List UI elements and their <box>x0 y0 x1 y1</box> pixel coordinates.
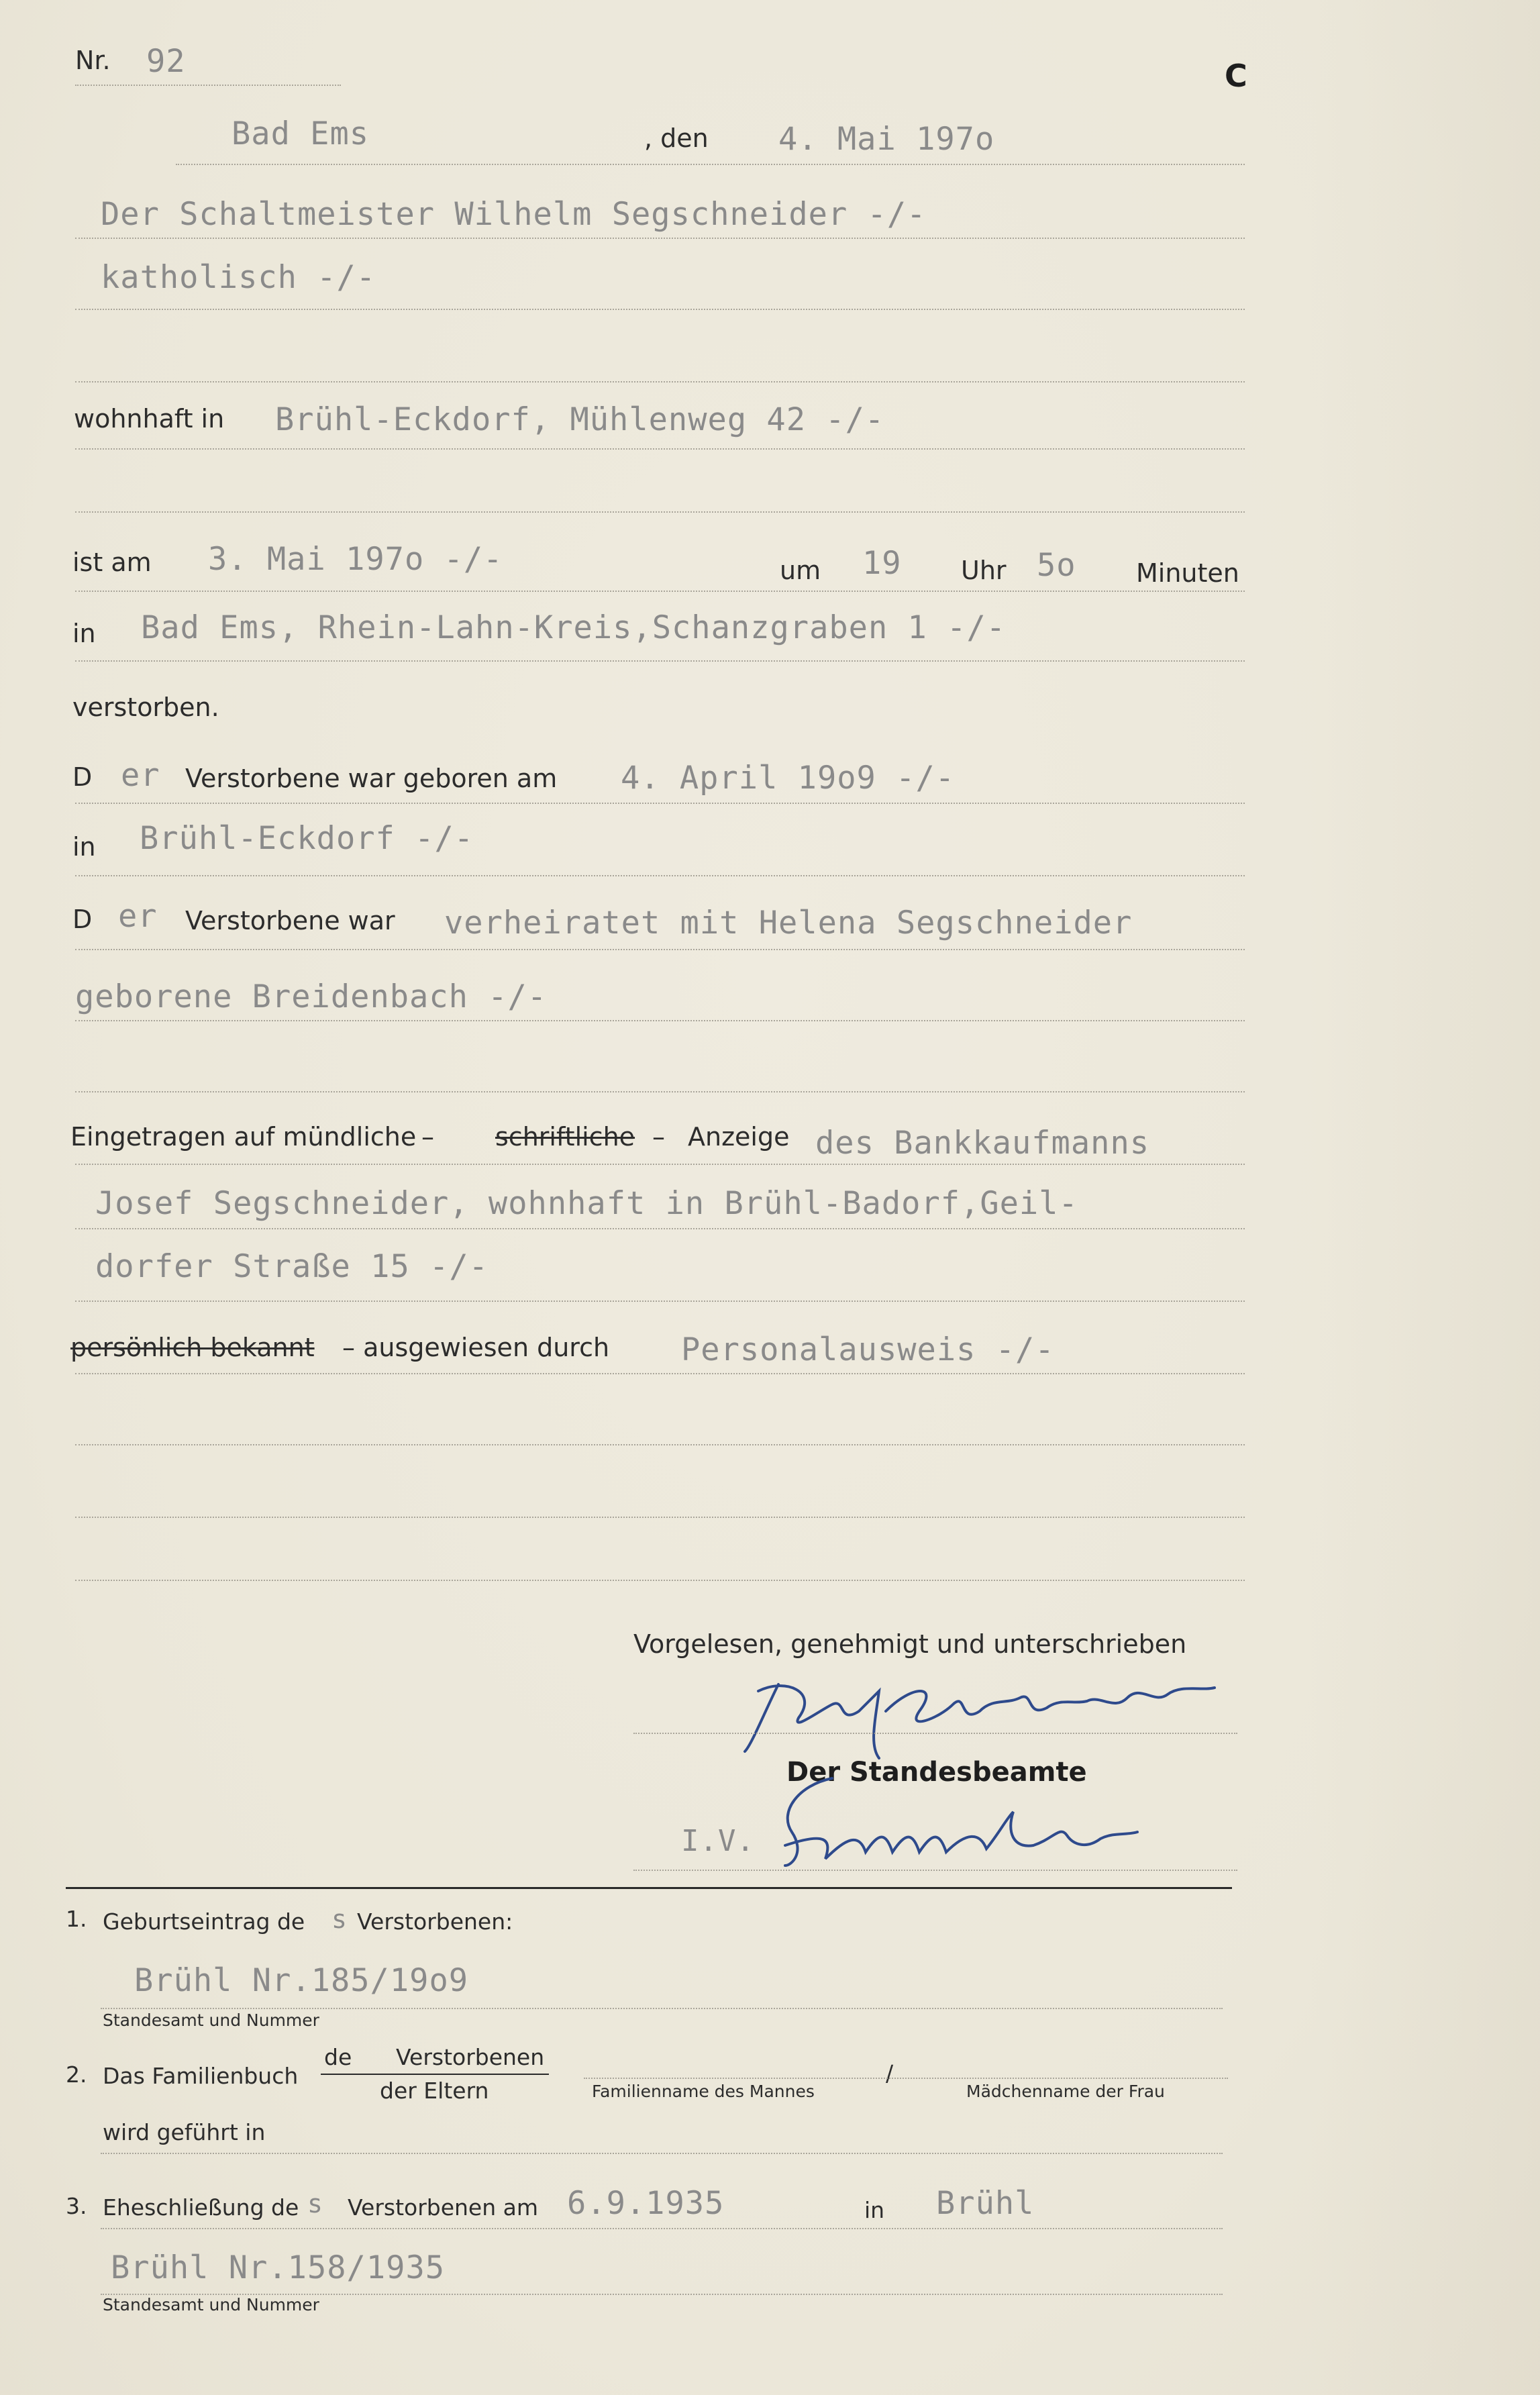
person-line-2: katholisch -/- <box>101 259 376 296</box>
footnote-1-number: 1. <box>66 1906 87 1932</box>
report-value-1: des Bankkaufmanns <box>815 1125 1150 1162</box>
form-letter: C <box>1225 58 1247 94</box>
signature-rule-2 <box>633 1870 1237 1871</box>
marital-d-suffix: er <box>118 898 158 935</box>
birth-date-rule <box>75 803 1245 804</box>
death-hour: 19 <box>862 545 902 582</box>
death-place: Bad Ems, Rhein-Lahn-Kreis,Schanzgraben 1 -/- <box>141 609 1007 646</box>
uhr-label: Uhr <box>961 556 1007 585</box>
death-minutes: 5o <box>1037 547 1076 584</box>
residence-rule <box>75 448 1245 450</box>
footnote-1-label-2: Verstorbenen: <box>357 1908 513 1935</box>
vorgelesen-label: Vorgelesen, genehmigt und unterschrieben <box>633 1629 1187 1659</box>
footnote-2-fraction-line <box>321 2074 549 2075</box>
footnote-1-value: Brühl Nr.185/19o9 <box>134 1962 469 1999</box>
footnote-2-frau: Mädchenname der Frau <box>966 2082 1165 2101</box>
footnote-2-verstorbenen: Verstorbenen <box>396 2044 545 2070</box>
footnote-3-date-rule <box>101 2228 1223 2229</box>
footnote-1-label: Geburtseintrag de <box>103 1908 305 1935</box>
iv-label: I.V. <box>681 1824 755 1858</box>
footnote-3-value: Brühl Nr.158/1935 <box>111 2249 446 2286</box>
standesbeamte-label: Der Standesbeamte <box>786 1757 1087 1788</box>
person-line-1-rule <box>75 238 1245 239</box>
place-date-line <box>176 164 1245 165</box>
blank-rule-3 <box>75 1091 1245 1092</box>
residence-value: Brühl-Eckdorf, Mühlenweg 42 -/- <box>275 401 885 438</box>
blank-rule-2 <box>75 511 1245 513</box>
schriftliche-struck: schriftliche <box>495 1122 635 1152</box>
footnote-2-eltern: der Eltern <box>380 2078 489 2104</box>
footnote-2-mann: Familienname des Mannes <box>592 2082 815 2101</box>
death-place-rule <box>75 660 1245 662</box>
blank-rule-5 <box>75 1517 1245 1518</box>
footnote-2-name-rule <box>584 2078 1228 2079</box>
date: 4. Mai 197o <box>778 121 995 158</box>
signature-registrar <box>772 1772 1147 1872</box>
footnote-2-number: 2. <box>66 2061 87 2088</box>
birth-place-rule <box>75 875 1245 876</box>
dash-2: – <box>652 1122 665 1152</box>
birth-label: Verstorbene war geboren am <box>185 764 558 793</box>
footnote-2-slash: / <box>886 2060 894 2086</box>
um-label: um <box>780 556 821 585</box>
signature-informant <box>738 1671 1235 1765</box>
identification-value: Personalausweis -/- <box>681 1331 1055 1368</box>
marital-value-2: geborene Breidenbach -/- <box>75 978 548 1015</box>
footnote-2-gefuehrt: wird geführt in <box>103 2119 266 2145</box>
den-label: , den <box>644 123 709 153</box>
footnote-3-label: Eheschließung de <box>103 2194 299 2221</box>
footnote-3-place: Brühl <box>936 2185 1035 2222</box>
eingetragen-label: Eingetragen auf mündliche <box>70 1122 417 1152</box>
ausgewiesen-label: – ausgewiesen durch <box>342 1333 610 1362</box>
blank-rule-6 <box>75 1580 1245 1581</box>
marital-label: Verstorbene war <box>185 906 395 935</box>
marital-rule-1 <box>75 949 1245 950</box>
birth-d-label: D <box>72 762 93 792</box>
footnote-3-in: in <box>864 2197 885 2223</box>
footnote-1-sub: Standesamt und Nummer <box>103 2010 319 2030</box>
page-shadow <box>1308 0 1540 2395</box>
blank-rule-1 <box>75 381 1245 383</box>
birth-d-suffix: er <box>121 757 160 794</box>
residence-label: wohnhaft in <box>74 404 225 434</box>
marital-rule-2 <box>75 1020 1245 1021</box>
report-rule-1 <box>75 1164 1245 1165</box>
death-date-rule <box>75 591 1245 592</box>
verstorben-label: verstorben. <box>72 693 219 722</box>
signature-rule-1 <box>633 1733 1237 1734</box>
dash-1: – <box>421 1122 434 1152</box>
minuten-label: Minuten <box>1136 558 1239 588</box>
footnote-2-rule <box>101 2153 1223 2154</box>
footnote-2-de: de <box>324 2044 352 2070</box>
footnote-3-date: 6.9.1935 <box>567 2185 725 2222</box>
birth-in-label: in <box>72 832 96 862</box>
death-date: 3. Mai 197o -/- <box>208 541 503 578</box>
anzeige-label: Anzeige <box>688 1122 790 1152</box>
footnote-3-s: s <box>307 2189 323 2219</box>
report-value-2: Josef Segschneider, wohnhaft in Brühl-Badorf,Geil- <box>95 1185 1078 1222</box>
footnote-2-label: Das Familienbuch <box>103 2063 299 2089</box>
footnote-separator <box>66 1887 1232 1889</box>
footnote-3-sub: Standesamt und Nummer <box>103 2295 319 2314</box>
nr-line <box>75 85 341 86</box>
report-value-3: dorfer Straße 15 -/- <box>95 1248 489 1285</box>
persoenlich-bekannt-struck: persönlich bekannt <box>70 1333 315 1362</box>
footnote-3-number: 3. <box>66 2193 87 2219</box>
blank-rule-4 <box>75 1444 1245 1445</box>
place: Bad Ems <box>232 115 370 152</box>
footnote-1-s: s <box>331 1904 348 1934</box>
marital-value-1: verheiratet mit Helena Segschneider <box>444 905 1133 941</box>
birth-place: Brühl-Eckdorf -/- <box>140 820 474 857</box>
report-rule-3 <box>75 1301 1245 1302</box>
person-line-1: Der Schaltmeister Wilhelm Segschneider -/- <box>101 196 927 233</box>
nr-value: 92 <box>146 43 186 80</box>
footnote-3-label-2: Verstorbenen am <box>348 2194 539 2221</box>
marital-d-label: D <box>72 905 93 934</box>
identification-rule <box>75 1373 1245 1374</box>
person-line-2-rule <box>75 309 1245 310</box>
ist-am-label: ist am <box>72 548 152 577</box>
death-in-label: in <box>72 619 96 648</box>
report-rule-2 <box>75 1228 1245 1229</box>
birth-date: 4. April 19o9 -/- <box>621 760 956 797</box>
nr-label: Nr. <box>75 46 111 75</box>
footnote-1-rule <box>101 2008 1223 2009</box>
